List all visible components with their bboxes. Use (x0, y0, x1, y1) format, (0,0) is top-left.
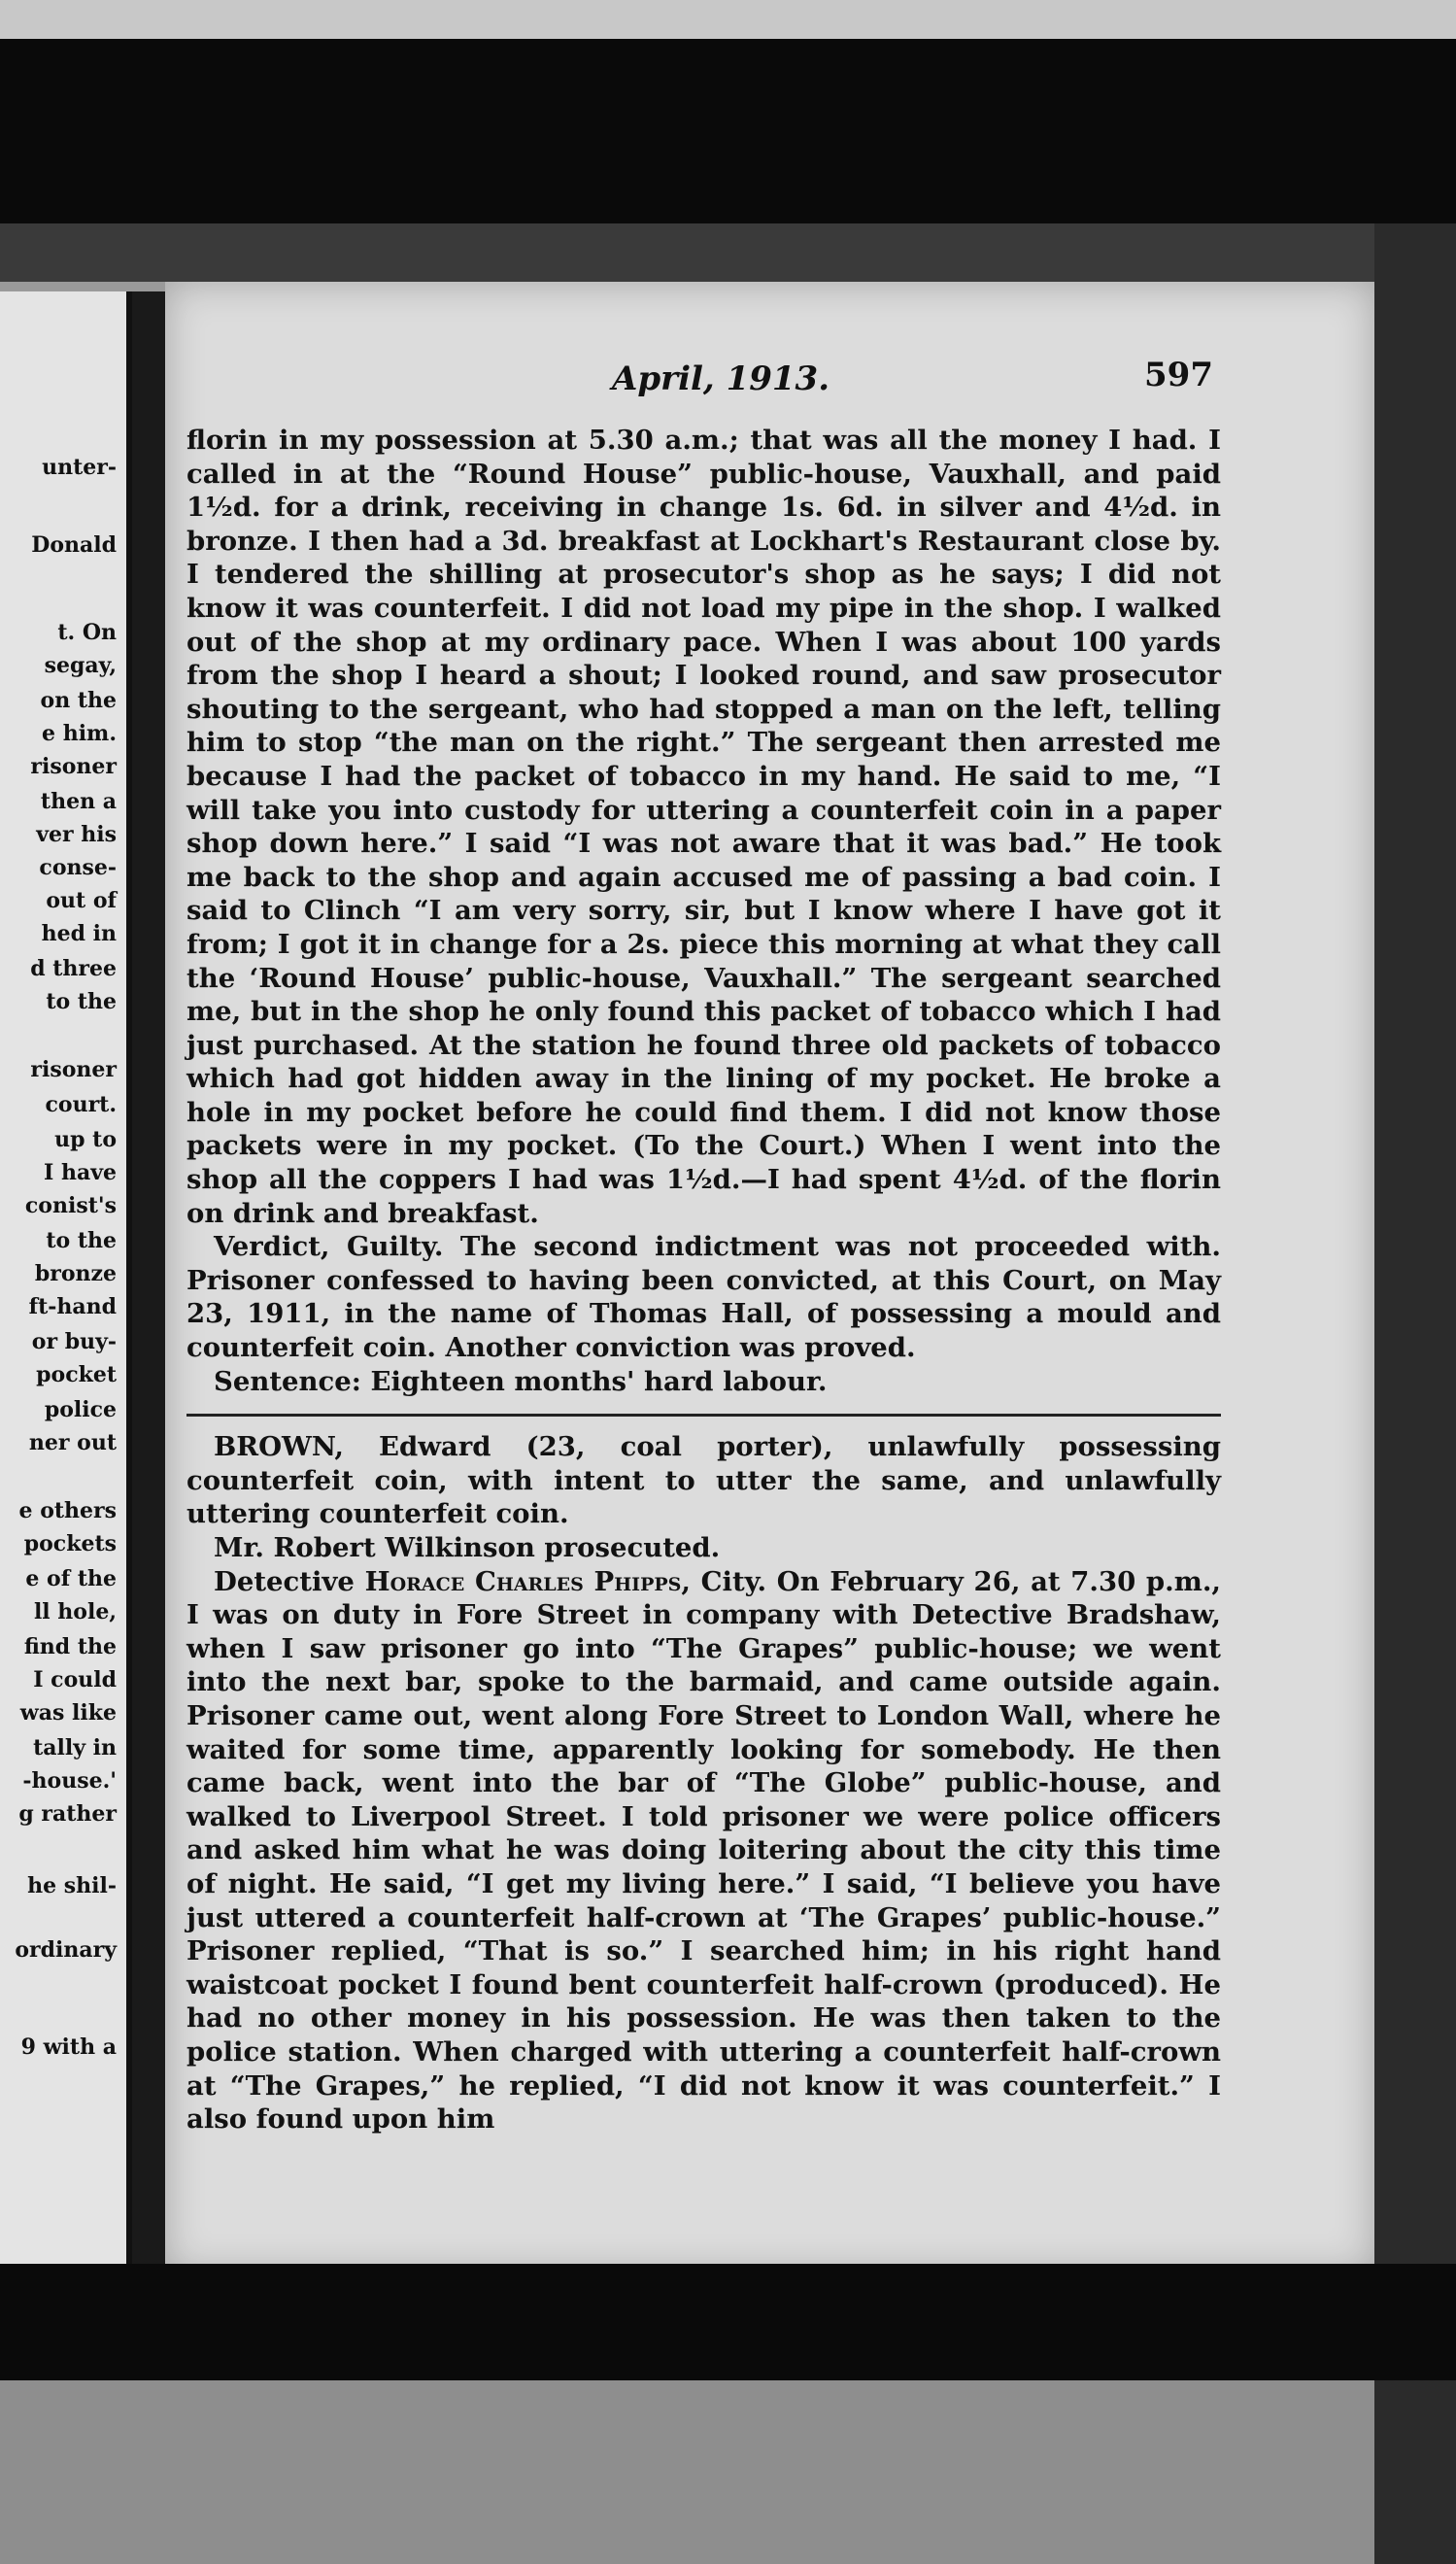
left-page-fragment: pocket (36, 1362, 117, 1387)
left-page-fragment: e of the (25, 1566, 117, 1591)
left-page-fragment: ver his (36, 822, 117, 847)
left-page-fragment: e others (18, 1498, 117, 1523)
book-gutter (132, 291, 165, 2283)
upper-shadow-strip (0, 223, 1456, 282)
left-page-fragment: t. On (57, 620, 117, 645)
case1-verdict: Verdict, Guilty. The second indictment was not proceeded with. Prisoner confessed to having been convicted, at this Court, on May 23, 1911, in the name of Thomas Hall, of possessing a mould and counterfeit coin. Another conviction was proved. (186, 1231, 1221, 1364)
left-page-fragment: risoner (30, 1057, 117, 1082)
left-page-fragment: I have (44, 1160, 117, 1185)
case2-heading: BROWN, Edward (23, coal porter), unlawfully possessing counterfeit coin, with intent to utter the same, and unlawfully uttering counterfeit coin. (186, 1431, 1221, 1530)
left-page-fragment: conist's (24, 1193, 117, 1218)
case2-witness-testimony (186, 1565, 1221, 2137)
left-page-fragment: out of (46, 888, 117, 913)
witness-prefix: Detective (214, 1565, 365, 1597)
left-page-fragment: g rather (18, 1801, 117, 1827)
left-page-fragment: pockets (23, 1531, 117, 1556)
left-page-fragment: Donald (31, 532, 117, 558)
left-page-fragment: e him. (42, 721, 117, 746)
left-page-fragment: tally in (33, 1735, 117, 1761)
witness-name: Horace Charles Phipps (364, 1565, 682, 1597)
left-page-fragment: to the (46, 989, 117, 1014)
left-page-fragment: d three (30, 956, 117, 981)
left-page-fragment: or buy- (31, 1329, 117, 1354)
left-page-fragment: he shil- (27, 1873, 117, 1898)
left-page-fragment: segay, (44, 653, 117, 678)
page-header (165, 356, 1374, 398)
left-page-fragment: on the (40, 688, 117, 713)
left-page-fragment: unter- (42, 455, 117, 480)
left-page-fragment: ner out (28, 1430, 117, 1455)
left-page-fragment: up to (54, 1127, 117, 1152)
left-page-fragment: ordinary (15, 1937, 117, 1963)
top-frame (0, 0, 1456, 223)
case2-prosecutor: Mr. Robert Wilkinson prosecuted. (214, 1532, 721, 1563)
left-page-fragment: ft-hand (28, 1294, 117, 1319)
page-body (186, 424, 1221, 2137)
left-page-fragment: 9 with a (20, 2034, 117, 2060)
page-number: 597 (1144, 356, 1213, 394)
bottom-dark-bar (0, 2264, 1456, 2380)
left-page-fragment: bronze (34, 1261, 117, 1286)
left-page-fragment: to the (46, 1228, 117, 1253)
left-page-fragment: hed in (41, 921, 117, 946)
left-page-fragment: court. (45, 1092, 117, 1117)
left-page-fragment: conse- (39, 855, 117, 880)
left-page-fragment: then a (40, 789, 117, 814)
left-page-fragment: was like (19, 1700, 117, 1726)
left-page-fragment: risoner (30, 754, 117, 779)
right-edge-shadow (1374, 223, 1456, 2564)
left-page-fragment: I could (33, 1667, 117, 1692)
left-page-fragment: find the (23, 1634, 117, 1659)
bottom-surface (0, 2380, 1374, 2564)
left-page-fragment: police (44, 1397, 117, 1422)
case1-sentence: Sentence: Eighteen months' hard labour. (214, 1365, 828, 1397)
left-page-edge (0, 291, 132, 2283)
running-head: April, 1913. (612, 359, 830, 398)
left-page-fragment: ll hole, (33, 1599, 117, 1624)
case1-testimony: florin in my possession at 5.30 a.m.; that was all the money I had. I called in at the “Round House” public-house, Vauxhall, and paid 1½d. for a drink, receiving in change 1s. 6d. in silver and 4½d. in bronze. I then had a 3d. breakfast at Lockhart's Restaurant close by. I tendered the shilling at prosecutor's shop as he says; I did not know it was counterfeit. I did not load my pipe in the shop. I walked out of the shop at my ordinary pace. When I was about 100 yards from the shop I heard a shout; I looked round, and saw prosecutor shouting to the sergeant, who had stopped a man on the left, telling him to stop “the man on the right.” The sergeant then arrested me because I had the packet of tobacco in my hand. He said to me, “I will take you into custody for uttering a counterfeit coin in a paper shop down here.” I said “I was not aware that it was bad.” He took me back to the shop and again accused me of passing a bad coin. I said to Clinch “I am very sorry, sir, but I know where I have got it from; I got it in change for a 2s. piece this morning at what they call the ‘Round House’ public-house, Vauxhall.” The sergeant searched me, but in the shop he only found this packet of tobacco which I had just purchased. At the station he found three old packets of tobacco which had got hidden away in the lining of my pocket. He broke a hole in my pocket before he could find them. I did not know those packets were in my pocket. (To the Court.) When I went into the shop all the coppers I had was 1½d.—I had spent 4½d. of the florin on drink and breakfast. (186, 425, 1221, 1229)
top-dark-bar (0, 39, 1456, 223)
witness-text: , City. On February 26, at 7.30 p.m., I was on duty in Fore Street in company with Detective Bradshaw, when I saw prisoner go into “The Grapes” public-house; we went into the next bar, spoke to the barmaid, and came outside again. Prisoner came out, went along Fore Street to London Wall, where he waited for some time, apparently looking for somebody. He then came back, went into the bar of “The Globe” public-house, and walked to Liverpool Street. I told prisoner we were police officers and asked him what he was doing loitering about the city this time of night. He said, “I get my living here.” I said, “I believe you have just uttered a counterfeit half-crown at ‘The Grapes’ public-house.” Prisoner replied, “That is so.” I searched him; in his right hand waistcoat pocket I found bent counterfeit half-crown (produced). He had no other money in his possession. He was then taken to the police station. When charged with uttering a counterfeit half-crown at “The Grapes,” he replied, “I did not know it was counterfeit.” I also found upon him (186, 1565, 1221, 2136)
document-page (165, 282, 1374, 2273)
left-page-fragment: -house.' (22, 1768, 117, 1794)
case-divider (186, 1414, 1221, 1417)
